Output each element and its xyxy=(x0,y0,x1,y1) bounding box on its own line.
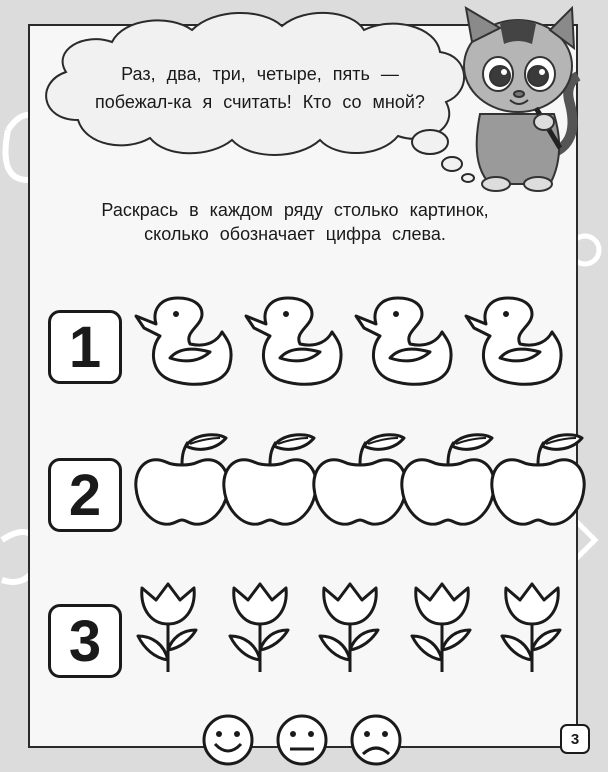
digit-box-1 xyxy=(48,310,122,384)
sad-face-icon[interactable] xyxy=(352,716,400,764)
page-number-text: 3 xyxy=(570,730,580,748)
tulip-icon-3[interactable] xyxy=(320,584,378,672)
duck-row xyxy=(130,292,550,392)
bubble-text xyxy=(60,60,460,116)
rating-faces xyxy=(198,712,408,772)
bubble-line-2: побежал-ка я считать! Кто со мной? xyxy=(95,92,425,112)
duck-icon-3[interactable] xyxy=(356,298,451,384)
digit-3: 3 xyxy=(68,608,102,674)
tulip-icon-5[interactable] xyxy=(502,584,560,672)
apple-icon-3[interactable] xyxy=(314,435,406,524)
task-line-1: Раскрась в каждом ряду столько картинок, xyxy=(101,200,489,220)
apple-icon-1[interactable] xyxy=(136,435,228,524)
tulip-icon-2[interactable] xyxy=(230,584,288,672)
tulip-icon-1[interactable] xyxy=(138,584,196,672)
apple-icon-5[interactable] xyxy=(492,435,584,524)
digit-1: 1 xyxy=(68,314,102,380)
neutral-face-icon[interactable] xyxy=(278,716,326,764)
task-line-2: сколько обозначает цифра слева. xyxy=(144,224,446,244)
duck-icon-4[interactable] xyxy=(466,298,561,384)
apple-icon-4[interactable] xyxy=(402,435,494,524)
bubble-line-1: Раз, два, три, четыре, пять — xyxy=(121,64,399,84)
duck-icon-1[interactable] xyxy=(136,298,231,384)
apple-icon-2[interactable] xyxy=(224,435,316,524)
duck-icon-2[interactable] xyxy=(246,298,341,384)
tulip-icon-4[interactable] xyxy=(412,584,470,672)
digit-2: 2 xyxy=(68,462,102,528)
digit-box-3 xyxy=(48,604,122,678)
happy-face-icon[interactable] xyxy=(204,716,252,764)
apple-row xyxy=(130,432,580,532)
tulip-row xyxy=(132,580,582,680)
task-instructions xyxy=(55,198,535,246)
kitten-mascot xyxy=(440,4,580,194)
digit-box-2 xyxy=(48,458,122,532)
page-number xyxy=(560,724,590,754)
